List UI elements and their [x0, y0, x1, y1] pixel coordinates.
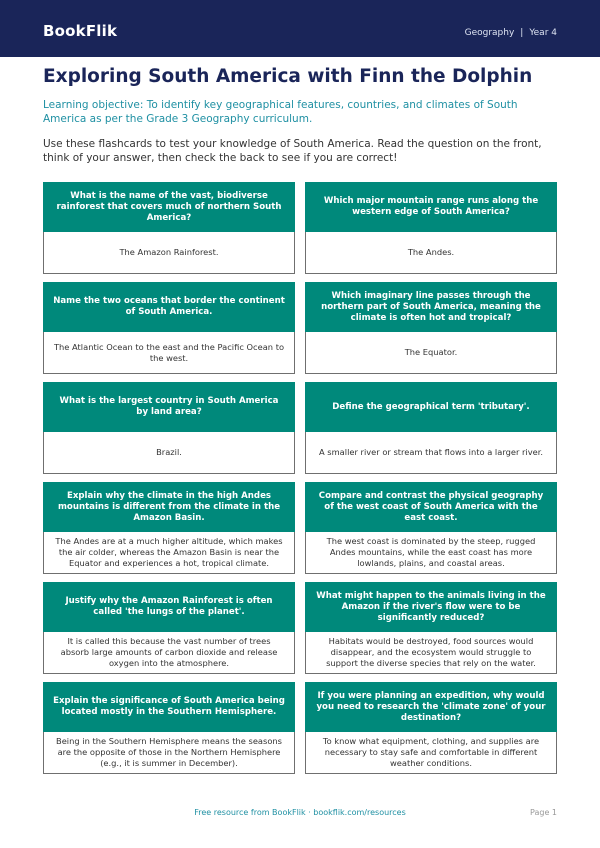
flashcard-answer: The Equator.: [305, 332, 557, 374]
flashcard-question: Define the geographical term 'tributary'.: [305, 382, 557, 432]
flashcard-answer: Being in the Southern Hemisphere means the seasons are the opposite of those in the Northern Hemisphere (e.g., it is summer in December).: [43, 732, 295, 774]
flashcard-question: Explain why the climate in the high Andes mountains is different from the climate in the Amazon Basin.: [43, 482, 295, 532]
year-label: Year 4: [529, 28, 557, 38]
flashcard[interactable]: [305, 382, 557, 474]
flashcard-question: Which imaginary line passes through the northern part of South America, meaning the climate is often hot and tropical?: [305, 282, 557, 332]
page-title: Exploring South America with Finn the Dolphin: [43, 66, 533, 87]
brand-logo[interactable]: BookFlik: [43, 22, 118, 40]
flashcard[interactable]: [305, 282, 557, 374]
subject-label: Geography: [464, 28, 515, 38]
flashcard-question: Justify why the Amazon Rainforest is often called 'the lungs of the planet'.: [43, 582, 295, 632]
flashcard[interactable]: [43, 382, 295, 474]
flashcard-question: Name the two oceans that border the continent of South America.: [43, 282, 295, 332]
flashcard[interactable]: [43, 182, 295, 274]
learning-objective: Learning objective: To identify key geographical features, countries, and climates of South America as per the Grade 3 Geography curriculum.: [43, 99, 518, 125]
flashcard-answer: Habitats would be destroyed, food sources would disappear, and the ecosystem would struggle to support the diverse species that rely on the water.: [305, 632, 557, 674]
flashcard-question: Which major mountain range runs along the western edge of South America?: [305, 182, 557, 232]
flashcard-answer: A smaller river or stream that flows into a larger river.: [305, 432, 557, 474]
page-number: Page 1: [530, 808, 557, 817]
separator: |: [520, 28, 524, 38]
flashcard-answer: The Amazon Rainforest.: [43, 232, 295, 274]
flashcard-question: What is the largest country in South America by land area?: [43, 382, 295, 432]
flashcard[interactable]: [43, 682, 295, 774]
flashcard-grid: [43, 182, 557, 774]
flashcard-answer: The west coast is dominated by the steep, rugged Andes mountains, while the east coast has more lowlands, plains, and coastal areas.: [305, 532, 557, 574]
top-header: [0, 0, 600, 57]
flashcard-answer: The Andes.: [305, 232, 557, 274]
flashcard[interactable]: [305, 482, 557, 574]
flashcard-question: What is the name of the vast, biodiverse rainforest that covers much of northern South America?: [43, 182, 295, 232]
flashcard[interactable]: [43, 282, 295, 374]
footer-resource-link[interactable]: Free resource from BookFlik · bookflik.com/resources: [194, 808, 406, 817]
flashcard[interactable]: [43, 482, 295, 574]
flashcard[interactable]: [43, 582, 295, 674]
flashcard[interactable]: [305, 682, 557, 774]
flashcard-answer: The Andes are at a much higher altitude, which makes the air colder, whereas the Amazon Basin is near the Equator and experiences a hot, tropical climate.: [43, 532, 295, 574]
flashcard-answer: To know what equipment, clothing, and supplies are necessary to stay safe and comfortable in different weather conditions.: [305, 732, 557, 774]
flashcard-question: Compare and contrast the physical geography of the west coast of South America with the east coast.: [305, 482, 557, 532]
flashcard[interactable]: [305, 182, 557, 274]
flashcard-answer: The Atlantic Ocean to the east and the Pacific Ocean to the west.: [43, 332, 295, 374]
flashcard-question: What might happen to the animals living in the Amazon if the river's flow were to be significantly reduced?: [305, 582, 557, 632]
flashcard[interactable]: [305, 582, 557, 674]
instructions: Use these flashcards to test your knowledge of South America. Read the question on the front, think of your answer, then check the back to see if you are correct!: [43, 138, 542, 164]
subject-year-label: [465, 27, 557, 39]
flashcard-answer: Brazil.: [43, 432, 295, 474]
flashcard-answer: It is called this because the vast number of trees absorb large amounts of carbon dioxide and release oxygen into the atmosphere.: [43, 632, 295, 674]
flashcard-question: Explain the significance of South America being located mostly in the Southern Hemisphere.: [43, 682, 295, 732]
flashcard-question: If you were planning an expedition, why would you need to research the 'climate zone' of your destination?: [305, 682, 557, 732]
